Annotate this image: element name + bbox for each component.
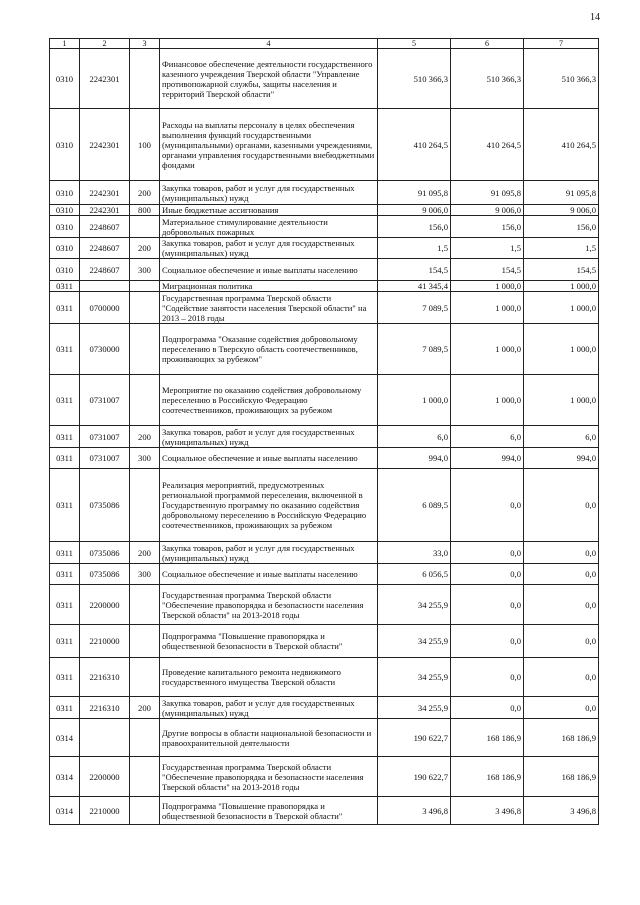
expense-type [130, 49, 160, 109]
item-name: Закупка товаров, работ и услуг для государственных (муниципальных) нужд [160, 542, 378, 564]
amount-col7: 3 496,8 [524, 797, 599, 825]
column-header: 3 [130, 39, 160, 49]
target-code: 2248607 [80, 216, 130, 238]
amount-col7: 0,0 [524, 469, 599, 542]
table-row [50, 658, 599, 697]
amount-col5: 1 000,0 [378, 375, 451, 426]
target-code: 2248607 [80, 259, 130, 281]
amount-col7: 0,0 [524, 697, 599, 719]
table-row [50, 292, 599, 324]
amount-col5: 41 345,4 [378, 281, 451, 292]
table-row [50, 181, 599, 205]
expense-type: 200 [130, 426, 160, 448]
table-row [50, 757, 599, 797]
amount-col5: 91 095,8 [378, 181, 451, 205]
item-name: Подпрограмма "Повышение правопорядка и общественной безопасности в Тверской области" [160, 797, 378, 825]
amount-col5: 34 255,9 [378, 625, 451, 658]
expense-type: 300 [130, 564, 160, 585]
amount-col5: 7 089,5 [378, 292, 451, 324]
amount-col5: 34 255,9 [378, 697, 451, 719]
section-code: 0311 [50, 658, 80, 697]
amount-col6: 6,0 [451, 426, 524, 448]
amount-col5: 3 496,8 [378, 797, 451, 825]
target-code: 0731007 [80, 426, 130, 448]
amount-col5: 510 366,3 [378, 49, 451, 109]
amount-col6: 0,0 [451, 542, 524, 564]
amount-col5: 33,0 [378, 542, 451, 564]
section-code: 0314 [50, 757, 80, 797]
amount-col6: 3 496,8 [451, 797, 524, 825]
expense-type: 100 [130, 109, 160, 181]
column-header: 4 [160, 39, 378, 49]
amount-col7: 0,0 [524, 542, 599, 564]
item-name: Расходы на выплаты персоналу в целях обеспечения выполнения функций государственными (муниципальными) органами, казенными учреждениями, органами управления государственными внебюджетными фондами [160, 109, 378, 181]
target-code: 2216310 [80, 658, 130, 697]
amount-col6: 9 006,0 [451, 205, 524, 216]
table-row [50, 109, 599, 181]
amount-col5: 156,0 [378, 216, 451, 238]
expense-type [130, 658, 160, 697]
expense-type [130, 216, 160, 238]
item-name: Закупка товаров, работ и услуг для государственных (муниципальных) нужд [160, 238, 378, 259]
budget-table [49, 38, 599, 825]
target-code: 0731007 [80, 448, 130, 469]
table-row [50, 49, 599, 109]
target-code: 2210000 [80, 625, 130, 658]
target-code: 2242301 [80, 109, 130, 181]
target-code: 2210000 [80, 797, 130, 825]
target-code [80, 281, 130, 292]
item-name: Закупка товаров, работ и услуг для государственных (муниципальных) нужд [160, 697, 378, 719]
amount-col6: 1 000,0 [451, 281, 524, 292]
section-code: 0310 [50, 205, 80, 216]
item-name: Мероприятие по оказанию содействия добровольному переселению в Российскую Федерацию соотечественников, проживающих за рубежом [160, 375, 378, 426]
section-code: 0311 [50, 448, 80, 469]
item-name: Государственная программа Тверской области "Содействие занятости населения Тверской области" на 2013 – 2018 годы [160, 292, 378, 324]
table-row [50, 542, 599, 564]
target-code: 0735086 [80, 542, 130, 564]
section-code: 0311 [50, 375, 80, 426]
amount-col7: 1 000,0 [524, 375, 599, 426]
amount-col5: 154,5 [378, 259, 451, 281]
section-code: 0310 [50, 109, 80, 181]
item-name: Финансовое обеспечение деятельности государственного казенного учреждения Тверской области "Управление противопожарной службы, защиты населения и территорий Тверской области" [160, 49, 378, 109]
target-code: 2248607 [80, 238, 130, 259]
amount-col5: 190 622,7 [378, 719, 451, 757]
section-code: 0311 [50, 564, 80, 585]
amount-col6: 1 000,0 [451, 375, 524, 426]
amount-col5: 6,0 [378, 426, 451, 448]
item-name: Закупка товаров, работ и услуг для государственных (муниципальных) нужд [160, 426, 378, 448]
amount-col5: 190 622,7 [378, 757, 451, 797]
target-code: 2242301 [80, 49, 130, 109]
table-row [50, 585, 599, 625]
item-name: Миграционная политика [160, 281, 378, 292]
amount-col6: 410 264,5 [451, 109, 524, 181]
amount-col7: 410 264,5 [524, 109, 599, 181]
amount-col6: 154,5 [451, 259, 524, 281]
table-row [50, 797, 599, 825]
page-number: 14 [590, 12, 600, 23]
amount-col7: 0,0 [524, 564, 599, 585]
amount-col7: 1 000,0 [524, 292, 599, 324]
column-header: 7 [524, 39, 599, 49]
section-code: 0311 [50, 585, 80, 625]
amount-col7: 994,0 [524, 448, 599, 469]
amount-col5: 1,5 [378, 238, 451, 259]
amount-col6: 1 000,0 [451, 324, 524, 375]
table-header-row [50, 39, 599, 49]
table-row [50, 324, 599, 375]
section-code: 0314 [50, 797, 80, 825]
amount-col5: 6 056,5 [378, 564, 451, 585]
expense-type [130, 625, 160, 658]
amount-col7: 168 186,9 [524, 719, 599, 757]
amount-col7: 0,0 [524, 585, 599, 625]
amount-col6: 91 095,8 [451, 181, 524, 205]
amount-col5: 9 006,0 [378, 205, 451, 216]
amount-col6: 0,0 [451, 625, 524, 658]
amount-col6: 0,0 [451, 697, 524, 719]
amount-col6: 168 186,9 [451, 757, 524, 797]
target-code: 0730000 [80, 324, 130, 375]
table-row [50, 719, 599, 757]
amount-col5: 994,0 [378, 448, 451, 469]
amount-col6: 994,0 [451, 448, 524, 469]
section-code: 0311 [50, 292, 80, 324]
column-header: 5 [378, 39, 451, 49]
expense-type: 200 [130, 697, 160, 719]
amount-col7: 9 006,0 [524, 205, 599, 216]
amount-col7: 91 095,8 [524, 181, 599, 205]
table-row [50, 216, 599, 238]
amount-col7: 0,0 [524, 658, 599, 697]
table-row [50, 205, 599, 216]
section-code: 0310 [50, 259, 80, 281]
target-code: 2200000 [80, 757, 130, 797]
item-name: Социальное обеспечение и иные выплаты населению [160, 564, 378, 585]
expense-type: 800 [130, 205, 160, 216]
table-row [50, 259, 599, 281]
table-row [50, 448, 599, 469]
expense-type: 200 [130, 238, 160, 259]
item-name: Подпрограмма "Повышение правопорядка и общественной безопасности в Тверской области" [160, 625, 378, 658]
amount-col7: 510 366,3 [524, 49, 599, 109]
item-name: Закупка товаров, работ и услуг для государственных (муниципальных) нужд [160, 181, 378, 205]
amount-col6: 1 000,0 [451, 292, 524, 324]
target-code: 0735086 [80, 564, 130, 585]
section-code: 0310 [50, 238, 80, 259]
expense-type [130, 281, 160, 292]
item-name: Другие вопросы в области национальной безопасности и правоохранительной деятельности [160, 719, 378, 757]
section-code: 0311 [50, 625, 80, 658]
item-name: Подпрограмма "Оказание содействия добровольному переселению в Тверскую область соотечественников, проживающих за рубежом" [160, 324, 378, 375]
amount-col6: 0,0 [451, 564, 524, 585]
table-row [50, 426, 599, 448]
amount-col7: 156,0 [524, 216, 599, 238]
amount-col5: 34 255,9 [378, 658, 451, 697]
target-code: 2242301 [80, 205, 130, 216]
table-row [50, 697, 599, 719]
amount-col6: 168 186,9 [451, 719, 524, 757]
expense-type: 200 [130, 542, 160, 564]
column-header: 6 [451, 39, 524, 49]
table-row [50, 625, 599, 658]
expense-type [130, 757, 160, 797]
amount-col7: 1,5 [524, 238, 599, 259]
amount-col6: 156,0 [451, 216, 524, 238]
expense-type [130, 797, 160, 825]
section-code: 0311 [50, 542, 80, 564]
item-name: Социальное обеспечение и иные выплаты населению [160, 259, 378, 281]
item-name: Проведение капитального ремонта недвижимого государственного имущества Тверской области [160, 658, 378, 697]
section-code: 0310 [50, 216, 80, 238]
expense-type: 200 [130, 181, 160, 205]
expense-type [130, 375, 160, 426]
amount-col6: 510 366,3 [451, 49, 524, 109]
target-code: 2216310 [80, 697, 130, 719]
target-code: 0700000 [80, 292, 130, 324]
table-row [50, 469, 599, 542]
column-header: 1 [50, 39, 80, 49]
target-code: 2242301 [80, 181, 130, 205]
target-code: 2200000 [80, 585, 130, 625]
table-row [50, 375, 599, 426]
expense-type: 300 [130, 259, 160, 281]
item-name: Иные бюджетные ассигнования [160, 205, 378, 216]
section-code: 0311 [50, 697, 80, 719]
amount-col7: 6,0 [524, 426, 599, 448]
expense-type [130, 292, 160, 324]
table-row [50, 238, 599, 259]
section-code: 0311 [50, 324, 80, 375]
amount-col5: 34 255,9 [378, 585, 451, 625]
amount-col5: 7 089,5 [378, 324, 451, 375]
amount-col7: 1 000,0 [524, 324, 599, 375]
amount-col5: 410 264,5 [378, 109, 451, 181]
expense-type [130, 469, 160, 542]
table-row [50, 564, 599, 585]
section-code: 0311 [50, 469, 80, 542]
amount-col7: 0,0 [524, 625, 599, 658]
section-code: 0310 [50, 181, 80, 205]
table-row [50, 281, 599, 292]
target-code: 0735086 [80, 469, 130, 542]
amount-col6: 0,0 [451, 469, 524, 542]
section-code: 0314 [50, 719, 80, 757]
expense-type [130, 324, 160, 375]
column-header: 2 [80, 39, 130, 49]
expense-type [130, 719, 160, 757]
amount-col6: 0,0 [451, 585, 524, 625]
amount-col6: 0,0 [451, 658, 524, 697]
amount-col5: 6 089,5 [378, 469, 451, 542]
item-name: Государственная программа Тверской области "Обеспечение правопорядка и безопасности населения Тверской области" на 2013-2018 годы [160, 757, 378, 797]
amount-col6: 1,5 [451, 238, 524, 259]
section-code: 0310 [50, 49, 80, 109]
item-name: Социальное обеспечение и иные выплаты населению [160, 448, 378, 469]
amount-col7: 154,5 [524, 259, 599, 281]
target-code [80, 719, 130, 757]
item-name: Государственная программа Тверской области "Обеспечение правопорядка и безопасности населения Тверской области" на 2013-2018 годы [160, 585, 378, 625]
item-name: Материальное стимулирование деятельности добровольных пожарных [160, 216, 378, 238]
expense-type: 300 [130, 448, 160, 469]
section-code: 0311 [50, 281, 80, 292]
section-code: 0311 [50, 426, 80, 448]
item-name: Реализация мероприятий, предусмотренных региональной программой переселения, включенной в Государственную программу по оказанию содействия добровольному переселению в Российскую Федерацию соотечественников, проживающих за рубежом [160, 469, 378, 542]
expense-type [130, 585, 160, 625]
amount-col7: 1 000,0 [524, 281, 599, 292]
amount-col7: 168 186,9 [524, 757, 599, 797]
target-code: 0731007 [80, 375, 130, 426]
